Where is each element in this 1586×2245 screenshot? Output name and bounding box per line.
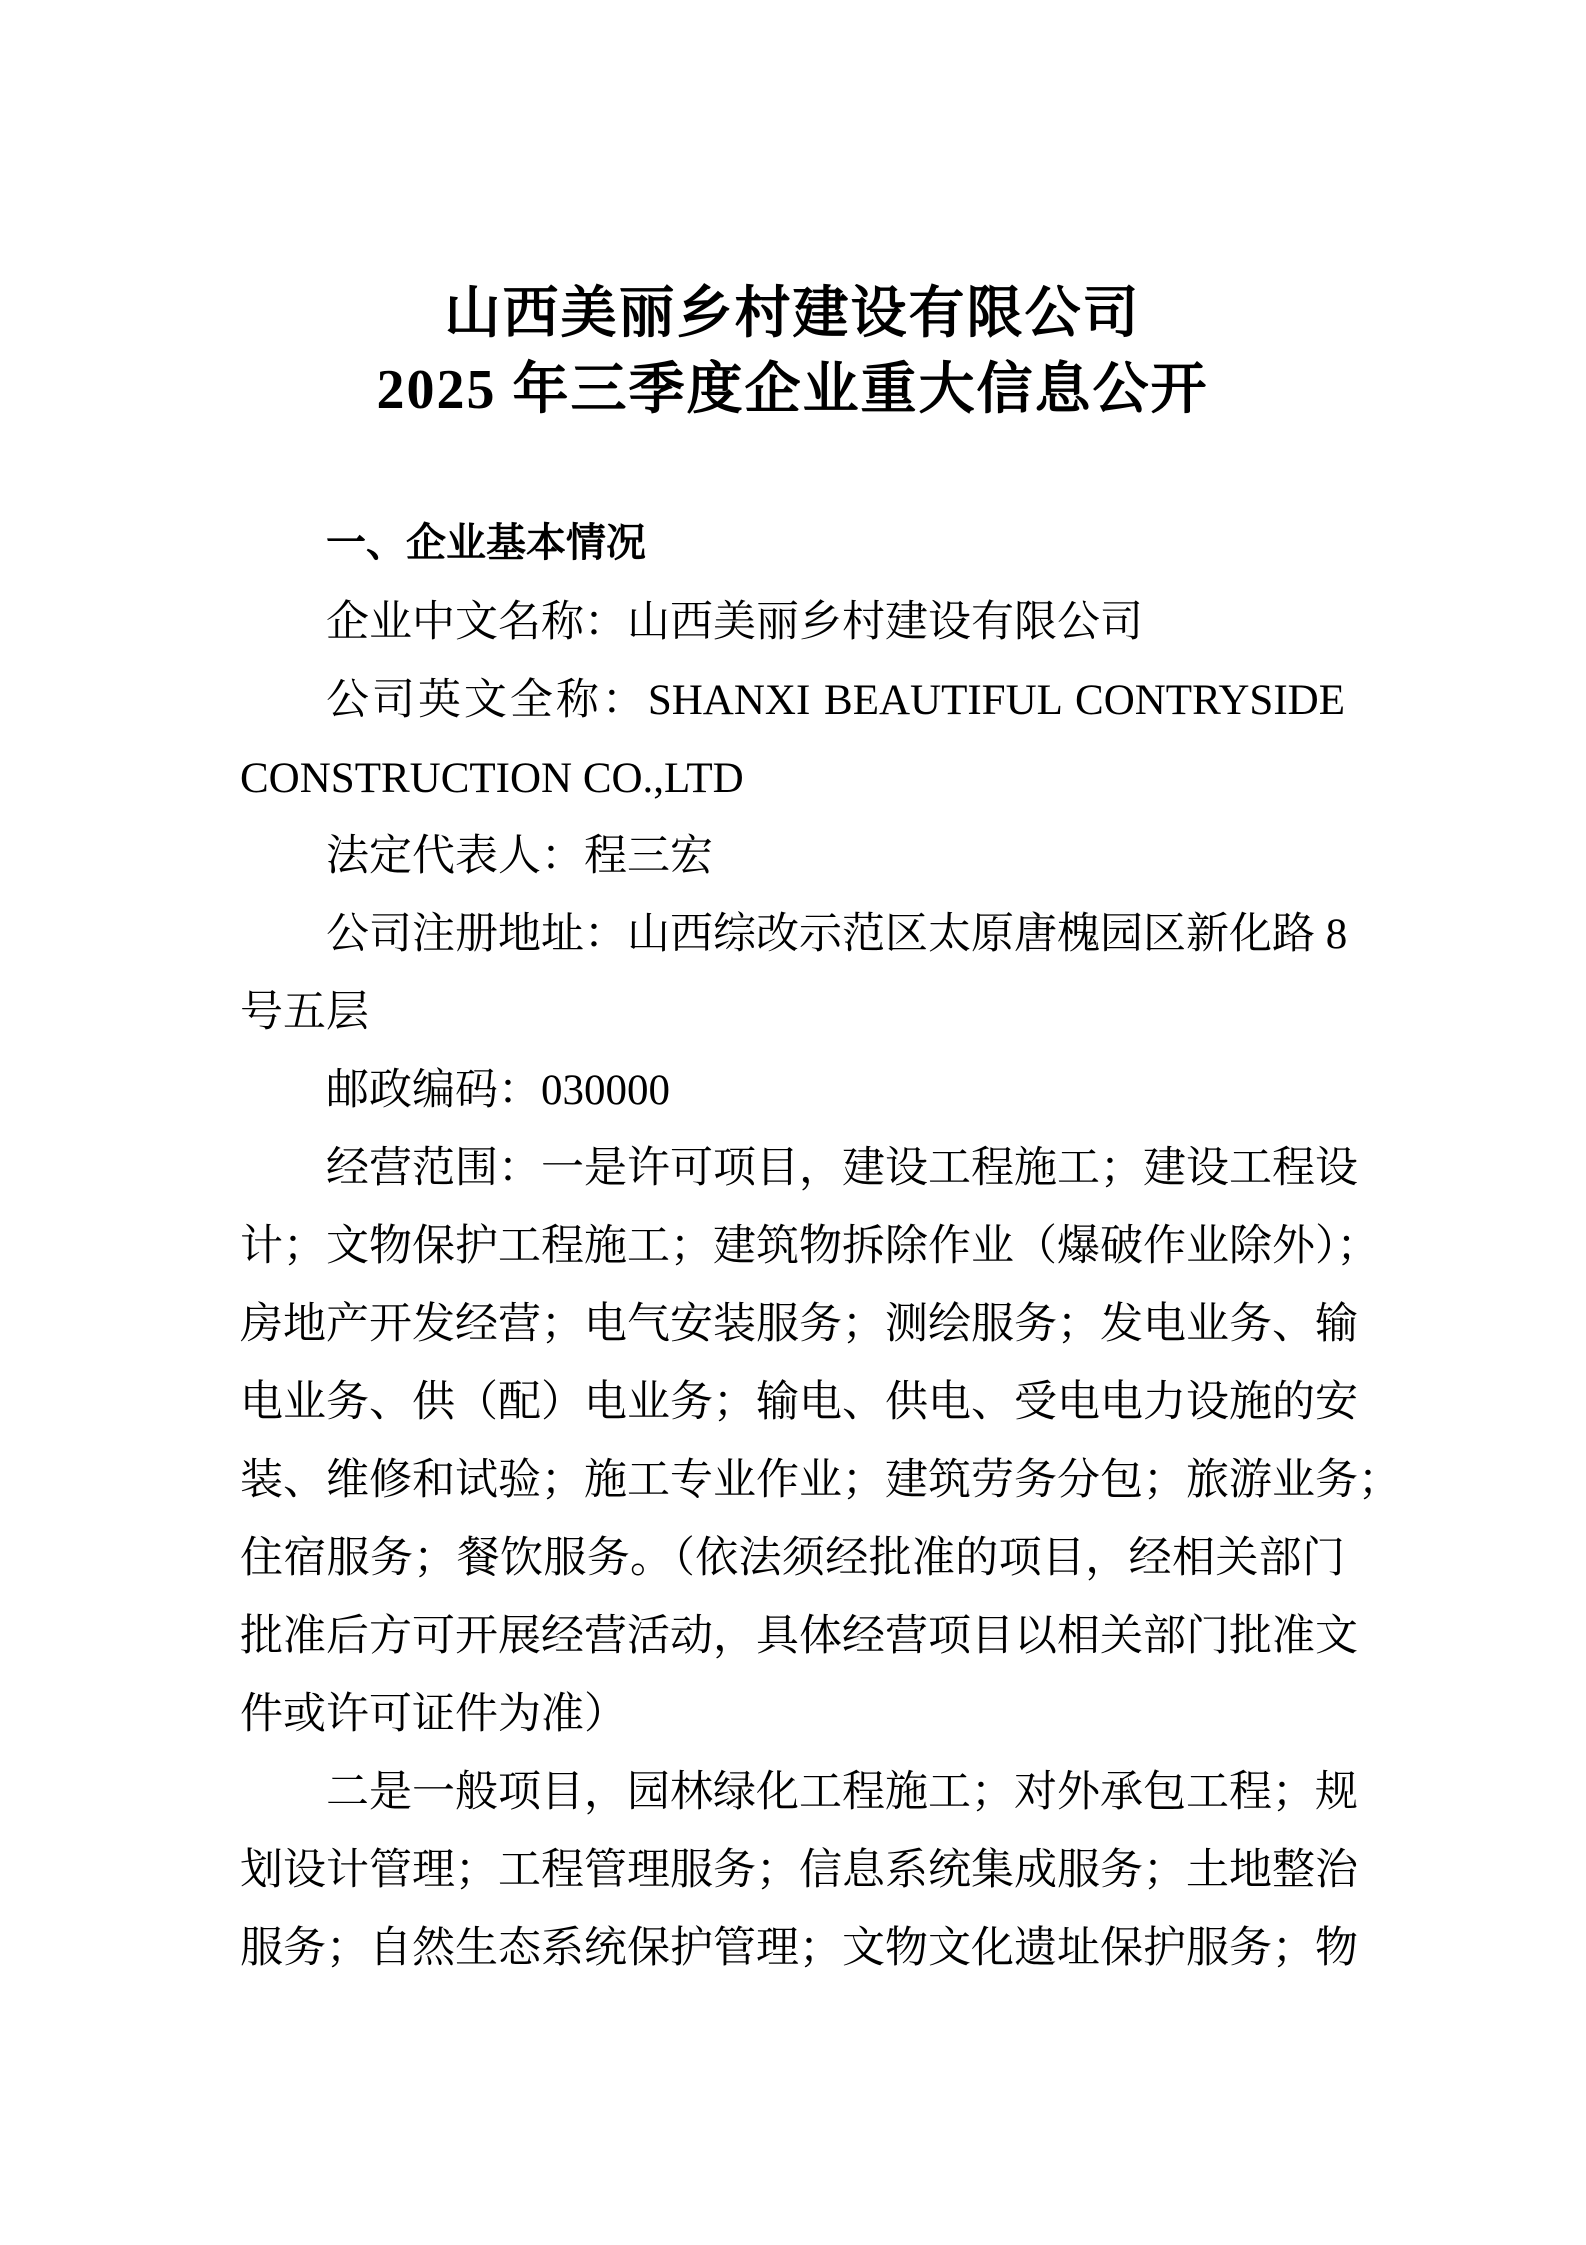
body-line: 号五层 (240, 989, 369, 1036)
body-line: 划设计管理；工程管理服务；信息系统集成服务；土地整治 (240, 1847, 1358, 1894)
body-line: 经营范围：一是许可项目，建设工程施工；建设工程设 (326, 1145, 1358, 1192)
body-line: CONSTRUCTION CO.,LTD (240, 755, 744, 802)
body-line: 服务；自然生态系统保护管理；文物文化遗址保护服务；物 (240, 1925, 1358, 1972)
body-line: 法定代表人：程三宏 (326, 833, 713, 880)
body-line: 公司注册地址：山西综改示范区太原唐槐园区新化路 8 (326, 911, 1348, 958)
body-line: 邮政编码：030000 (326, 1067, 670, 1114)
body-line: 公司英文全称：SHANXI BEAUTIFUL CONTRYSIDE (326, 677, 1345, 724)
body-line: 计；文物保护工程施工；建筑物拆除作业（爆破作业除外）； (240, 1223, 1380, 1270)
document-title-line1: 山西美丽乡村建设有限公司 (444, 283, 1141, 345)
body-line: 二是一般项目，园林绿化工程施工；对外承包工程；规 (326, 1769, 1358, 1816)
body-line: 电业务、供（配）电业务；输电、供电、受电电力设施的安 (240, 1379, 1358, 1426)
document-title-line2: 2025 年三季度企业重大信息公开 (376, 359, 1209, 421)
document-body (240, 584, 1401, 1988)
section-heading: 一、企业基本情况 (326, 521, 646, 565)
document-title (240, 0, 1345, 428)
body-line: 住宿服务；餐饮服务。（依法须经批准的项目，经相关部门 (240, 1535, 1345, 1582)
body-line: 批准后方可开展经营活动，具体经营项目以相关部门批准文 (240, 1613, 1358, 1660)
body-line: 企业中文名称：山西美丽乡村建设有限公司 (326, 599, 1143, 646)
body-line: 房地产开发经营；电气安装服务；测绘服务；发电业务、输 (240, 1301, 1358, 1348)
body-line: 件或许可证件为准） (240, 1691, 627, 1738)
body-line: 装、维修和试验；施工专业作业；建筑劳务分包；旅游业务； (240, 1457, 1401, 1504)
